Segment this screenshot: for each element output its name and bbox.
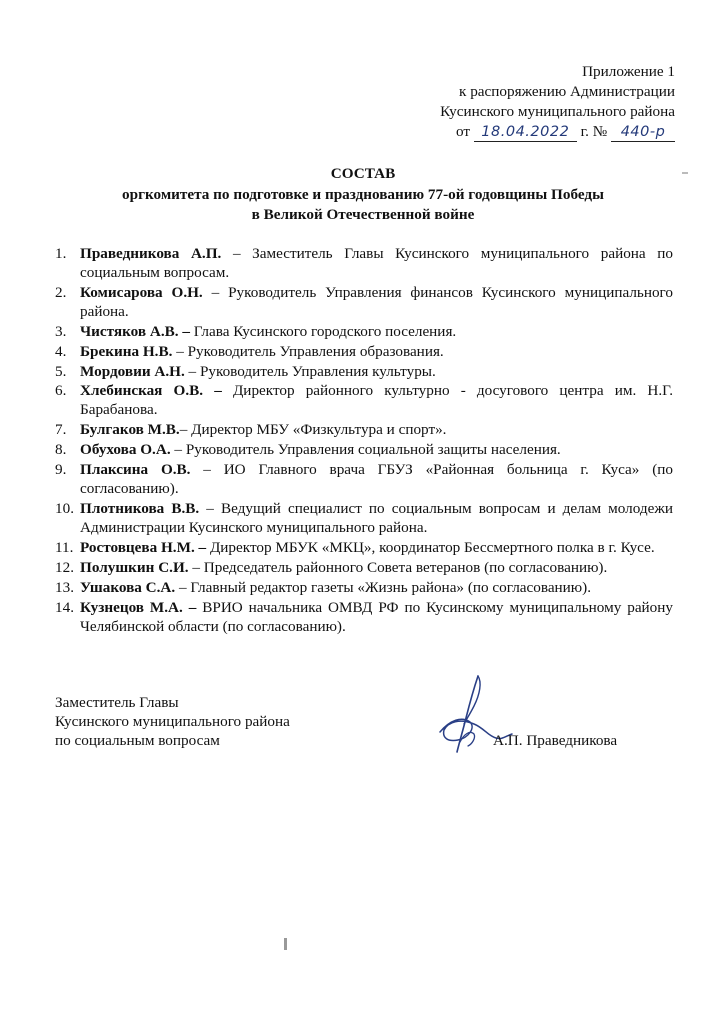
item-number: 1. (55, 245, 67, 262)
item-number: 7. (55, 421, 67, 439)
list-item (55, 342, 673, 361)
member-role: ВРИО начальника ОМВД РФ по Кусинскому муниципальному району Челябинской области (по согласованию). (80, 598, 673, 635)
member-role: – Председатель районного Совета ветеранов (по согласованию). (188, 558, 608, 576)
appendix-date-line (440, 122, 675, 142)
item-number: 6. (55, 382, 67, 400)
member-name: Полушкин С.И. (80, 558, 189, 576)
date-field (474, 123, 577, 142)
title-heading: СОСТАВ (330, 165, 396, 182)
item-number: 2. (55, 283, 67, 301)
member-name: Комисарова О.Н. (80, 283, 203, 301)
member-name: Плотникова В.В. (80, 500, 200, 518)
item-number: 8. (55, 441, 67, 459)
members-list (55, 244, 673, 636)
member-role: – ИО Главного врача ГБУЗ «Районная больница г. Куса» (по согласованию). (80, 461, 673, 498)
number-value: 440-р (620, 124, 666, 140)
list-item (55, 420, 673, 439)
list-item (55, 578, 673, 597)
list-item (55, 381, 673, 419)
list-item (55, 322, 673, 341)
member-name: Хлебинская О.В. – (80, 382, 222, 400)
appendix-line-3: Кусинского муниципального района (440, 103, 675, 120)
item-number: 10. (55, 500, 74, 518)
list-item (55, 244, 673, 282)
title-line-2: в Великой Отечественной войне (251, 206, 475, 223)
item-number: 9. (55, 461, 67, 479)
list-item (55, 440, 673, 459)
member-role: – Руководитель Управления культуры. (184, 362, 436, 380)
signature-line-1: Заместитель Главы (55, 694, 179, 711)
member-role: – Руководитель Управления социальной защиты населения. (170, 441, 561, 459)
date-value: 18.04.2022 (481, 124, 570, 140)
document-title (0, 164, 726, 225)
member-name: Обухова О.А. (80, 441, 171, 459)
member-name: Брекина Н.В. (80, 342, 173, 360)
member-name: Ростовцева Н.М. – (80, 538, 207, 556)
scan-mark (284, 938, 287, 950)
list-item (55, 362, 673, 381)
member-role: – Руководитель Управления финансов Кусинского муниципального района. (80, 283, 673, 320)
member-role: Директор районного культурно - досугового центра им. Н.Г. Барабанова. (80, 382, 674, 419)
list-item (55, 499, 673, 537)
appendix-line-2: к распоряжению Администрации (459, 83, 675, 100)
list-item (55, 283, 673, 321)
member-role: – Заместитель Главы Кусинского муниципального района по социальным вопросам. (80, 245, 673, 281)
member-role: – Главный редактор газеты «Жизнь района» (по согласованию). (175, 578, 592, 596)
appendix-line-1: Приложение 1 (582, 63, 675, 80)
member-name: Праведникова А.П. (80, 245, 222, 262)
item-number: 13. (55, 578, 74, 596)
member-role: – Директор МБУ «Физкультура и спорт». (179, 421, 447, 439)
item-number: 11. (55, 538, 74, 556)
date-prefix: от (455, 123, 470, 140)
signer-name: А.П. Праведникова (493, 732, 618, 749)
signature-line-3: по социальным вопросам (55, 732, 220, 749)
list-item (55, 538, 673, 557)
member-role: – Руководитель Управления образования. (172, 342, 444, 360)
item-number: 4. (55, 342, 67, 360)
appendix-header (440, 62, 675, 142)
member-name: Плаксина О.В. (80, 461, 191, 479)
member-name: Чистяков А.В. – (80, 322, 190, 340)
item-number: 12. (55, 558, 74, 576)
member-role: – Ведущий специалист по социальным вопросам и делам молодежи Администрации Кусинского муниципального района. (80, 500, 673, 537)
scan-mark (682, 172, 688, 174)
number-field (611, 123, 675, 142)
member-role: Директор МБУК «МКЦ», координатор Бессмертного полка в г. Кусе. (206, 538, 655, 556)
title-line-1: оргкомитета по подготовке и празднованию 77-ой годовщины Победы (122, 186, 604, 203)
item-number: 14. (55, 598, 74, 616)
list-item (55, 598, 673, 636)
member-name: Ушакова С.А. (80, 578, 176, 596)
signature-position (55, 693, 290, 750)
member-role: Глава Кусинского городского поселения. (189, 322, 457, 340)
member-name: Мордовии А.Н. (80, 362, 185, 380)
item-number: 5. (55, 362, 67, 380)
signature-line-2: Кусинского муниципального района (55, 713, 290, 730)
list-item (55, 558, 673, 577)
member-name: Кузнецов М.А. – (80, 598, 197, 616)
item-number: 3. (55, 322, 67, 340)
list-item (55, 460, 673, 498)
number-prefix: г. № (580, 123, 608, 140)
member-name: Булгаков М.В. (80, 421, 180, 439)
